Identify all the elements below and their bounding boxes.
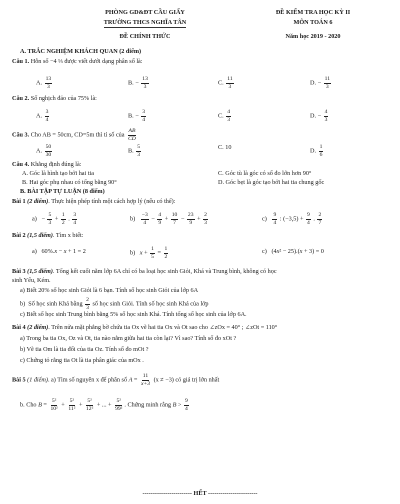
bai1-stem: Bài 1 (2 điểm). Thực hiện phép tính một cách hợp lý (nếu có thể): (12, 198, 176, 205)
bai3-part-c: c) Biết số học sinh Trung bình bằng 5% số học sinh Khá. Tính tổng số học sinh của lớp 6A. (20, 311, 247, 318)
q1-option-d: D. − $\frac{11}{3}$ (310, 76, 330, 90)
q2-option-a: A. $\frac{3}{4}$ (36, 109, 49, 123)
q4-option-c: C. Góc tù là góc có số đo lớn hơn 90° (218, 170, 312, 177)
q4-option-d: D. Góc bẹt là góc tạo bởi hai tia chung gốc (218, 179, 325, 186)
bai3-part-a: a) Biết 20% số học sinh Giỏi là 6 bạn. Tính số học sinh Giỏi của lớp 6A (20, 287, 199, 294)
q3-option-b: B. $\frac{5}{3}$ (128, 144, 141, 158)
bai4-part-b: b) Vẽ tia Om là tia đối của tia Oz. Tính số đo mOt ? (20, 346, 149, 353)
q4-option-a: A. Góc là hình tạo bởi hai tia (22, 170, 95, 177)
subject-name: MÔN TOÁN 6 (293, 19, 333, 26)
bai5-part-b: b. Cho B = $\frac{\text{5²}}{\text{10²}}$ + $\frac{\text{5²}}{\text{11²}}$ + $\frac{\text{5²}}{\text{12²}}$ + ... + $\frac{\text{5²}}{\text{99²}}$ . Chứng minh rằng B > $\frac{9}{4}$ (20, 398, 188, 412)
bai3-stem: Bài 3 (1,5 điểm). Tổng kết cuối năm lớp 6A chỉ có ba loại học sinh Giỏi, Khá và Trung bình, không có học (12, 268, 277, 275)
q3-option-d: D. $\frac{1}{6}$ (310, 144, 323, 158)
bai5-stem: Bài 5 (1 điểm). a) Tìm số nguyên x để phân số A = $\frac{11}{x+3}$ (x ≠ −3) có giá trị lớn nhất (12, 373, 220, 387)
bai4-part-a: a) Trong ba tia Ox, Oz và Ot, tia nào nằm giữa hai tia còn lại? Vì sao? Tính số đo xOt ? (20, 335, 237, 342)
q3-option-c: C. 10 (218, 144, 232, 151)
q2-option-c: C. $\frac{4}{3}$ (218, 109, 231, 123)
bai1-part-c: c) $\frac{9}{4}$ : (−3,5) + $\frac{9}{4}$ . $\frac{2}{7}$ (262, 212, 322, 226)
section-b-title: B. BÀI TẬP TỰ LUẬN (8 điểm) (20, 188, 105, 195)
header-left (70, 8, 220, 42)
bai4-stem: Bài 4 (2 điểm). Trên nửa mặt phẳng bờ chứa tia Ox vẽ hai tia Ox và Ot sao cho ∠zOx = 40° ; ∠zOt = 110° (12, 324, 278, 331)
bai2-part-c: c) (4x² − 25).(x + 3) = 0 (262, 248, 324, 255)
q4-stem: Câu 4. Khẳng định đúng là: (12, 161, 82, 168)
q2-option-b: B. − $\frac{3}{4}$ (128, 109, 146, 123)
header-right (238, 8, 388, 42)
bai1-part-b: b) $\frac{-3}{4}$ − $\frac{4}{9}$ + $\frac{10}{7}$ − $\frac{23}{9}$ + $\frac{2}{3}$ (130, 212, 207, 226)
bai1-part-a: a) − $\frac{5}{3}$ + $\frac{1}{2}$ . $\frac{3}{4}$ (32, 212, 77, 226)
q4-option-b: B. Hai góc phụ nhau có tổng bằng 90° (22, 179, 117, 186)
q1-option-a: A. $\frac{13}{3}$ (36, 76, 52, 90)
exam-title: ĐỀ KIỂM TRA HỌC KỲ II (275, 9, 351, 16)
section-a-title: A. TRẮC NGHIỆM KHÁCH QUAN (2 điểm) (20, 48, 142, 55)
q1-label: Câu 1. (12, 58, 30, 65)
bai2-part-b: b) x + $\frac{1}{5}$ = $\frac{1}{2}$ (130, 246, 168, 260)
q3-option-a: A. $\frac{50}{30}$ (36, 144, 52, 158)
q1-option-c: C. $\frac{11}{3}$ (218, 76, 233, 90)
end-marker: ------------------------ HẾT ------------------------ (142, 490, 258, 497)
bai4-part-c: c) Chứng tỏ rằng tia Ot là tia phân giác của mOx . (20, 357, 144, 364)
q1-text: Hỗn số −4 ⅓ được viết dưới dạng phân số là: (30, 58, 143, 65)
bai2-stem: Bài 2 (1,5 điểm). Tìm x biết: (12, 232, 84, 239)
official-label: ĐỀ CHÍNH THỨC (119, 33, 171, 40)
school-name: TRƯỜNG THCS NGHĨA TÂN (103, 19, 187, 26)
q2-option-d: D. − $\frac{4}{3}$ (310, 109, 328, 123)
q3-stem: Câu 3. Cho AB = 50cm, CD=5m thì tỉ số của $\frac{AB}{CD}$ (12, 128, 136, 142)
bai3-part-b: b) Số học sinh Khá bằng $\frac{2}{3}$ số học sinh Giỏi. Tính số học sinh Khá của lớp (20, 297, 209, 311)
bai2-part-a: a) 60%.x − x + 1 = 2 (32, 248, 86, 255)
q1-stem (12, 58, 143, 66)
bai3-stem-2: sinh Yếu, Kém. (12, 277, 51, 284)
q2-stem: Câu 2. Số nghịch đảo của 75% là: (12, 95, 97, 102)
dept-name: PHÒNG GD&ĐT CẦU GIẤY (105, 9, 185, 16)
q1-option-b: B. − $\frac{13}{3}$ (128, 76, 148, 90)
school-year: Năm học 2019 - 2020 (285, 33, 341, 40)
